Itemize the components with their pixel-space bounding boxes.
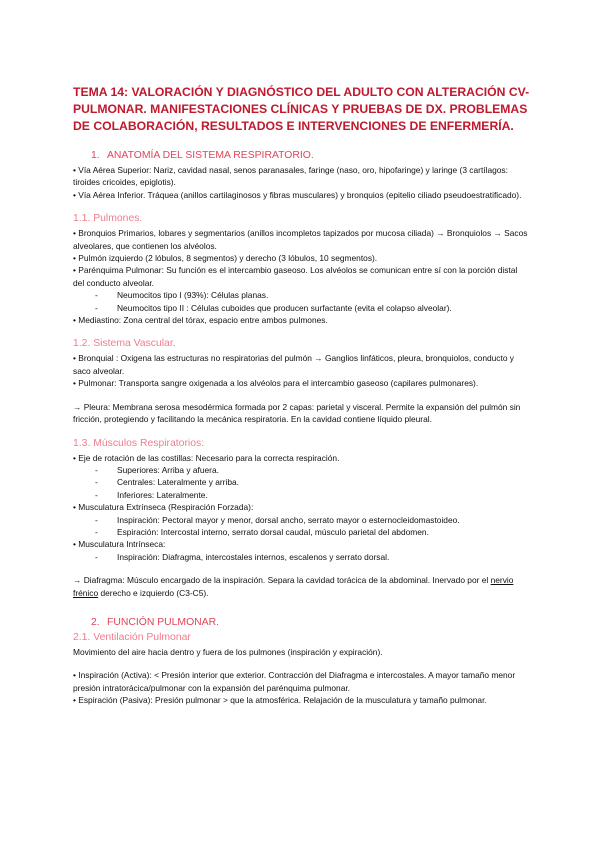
costillas-centrales: Centrales: Lateralmente y arriba. xyxy=(117,477,239,488)
intrinseca-inspiracion: Inspiración: Diafragma, intercostales internos, escalenos y serrato dorsal. xyxy=(117,551,390,562)
costillas-superiores: Superiores: Arriba y afuera. xyxy=(117,464,219,475)
diafragma-text: → Diafragma: Músculo encargado de la inspiración. Separa la cavidad torácica de la abdominal. Inervado por el xyxy=(73,575,489,586)
bullet-mediastino: • Mediastino: Zona central del tórax, espacio entre ambos pulmones. xyxy=(73,315,328,326)
paragraph-diafragma xyxy=(73,574,530,599)
extrinseca-inspiracion: Inspiración: Pectoral mayor y menor, dorsal ancho, serrato mayor o esternocleidomastoideo. xyxy=(117,514,460,525)
section-1-heading-text: ANATOMÍA DEL SISTEMA RESPIRATORIO. xyxy=(107,150,314,161)
section-1-2-heading: 1.2. Sistema Vascular. xyxy=(73,338,176,350)
costillas-inferiores: Inferiores: Lateralmente. xyxy=(117,489,208,500)
paragraph-pleura: → Pleura: Membrana serosa mesodérmica formada por 2 capas: parietal y visceral. Permite la expansión del pulmón sin fricción, protegiendo y facilitando la mecánica respiratoria. En la cavidad contiene líquido pleural. xyxy=(73,401,521,425)
dash-item: - Espiración: Intercostal interno, serrato dorsal caudal, músculo parietal del abdomen. xyxy=(95,526,429,537)
dash-item: - Neumocitos tipo II : Células cuboides que producen surfactante (evita el colapso alveolar). xyxy=(95,302,452,313)
section-1-number: 1. xyxy=(91,150,100,161)
document-title: TEMA 14: VALORACIÓN Y DIAGNÓSTICO DEL ADULTO CON ALTERACIÓN CV-PULMONAR. MANIFESTACIONES CLÍNICAS Y PRUEBAS DE DX. PROBLEMAS DE COLABORACIÓN, RESULTADOS E INTERVENCIONES DE ENFERMERÍA. xyxy=(73,85,530,133)
bullet-pulmonar: • Pulmonar: Transporta sangre oxigenada a los alvéolos para el intercambio gaseoso (capilares pulmonares). xyxy=(73,378,479,389)
dash-item: - Superiores: Arriba y afuera. xyxy=(95,464,219,475)
section-2-heading xyxy=(73,616,530,630)
dash-item: - Centrales: Lateralmente y arriba. xyxy=(95,477,239,488)
bullet-inspiracion: • Inspiración (Activa): < Presión interior que exterior. Contracción del Diafragma e intercostales. A mayor tamaño menor presión intratorácica/pulmonar con la expansión del parénquima pulmonar. xyxy=(73,670,516,693)
bullet-eje-rotacion: • Eje de rotación de las costillas: Necesario para la correcta respiración. xyxy=(73,452,340,463)
paragraph-via-aerea-superior: • Vía Aérea Superior: Nariz, cavidad nasal, senos paranasales, faringe (naso, oro, hipofaringe) y laringe (3 cartílagos: tiroides cricoides, epiglotis). xyxy=(73,165,508,188)
diafragma-text-end: derecho e izquierdo (C3-C5). xyxy=(98,587,209,598)
bullet-musculatura-extrinseca: • Musculatura Extrínseca (Respiración Forzada): xyxy=(73,502,254,513)
nervio-frenico-link[interactable]: nervio frénico xyxy=(73,575,514,598)
section-2-number: 2. xyxy=(91,616,100,628)
neumocitos-tipo-1: Neumocitos tipo I (93%): Células planas. xyxy=(117,290,269,301)
section-1-1-heading: 1.1. Pulmones. xyxy=(73,213,143,225)
bullet-musculatura-intrinseca: • Musculatura Intrínseca: xyxy=(73,539,166,550)
dash-item: - Inspiración: Diafragma, intercostales internos, escalenos y serrato dorsal. xyxy=(95,551,390,562)
extrinseca-espiracion: Espiración: Intercostal interno, serrato dorsal caudal, músculo parietal del abdomen. xyxy=(117,526,429,537)
dash-item: - Inferiores: Lateralmente. xyxy=(95,489,208,500)
bullet-parenquima: • Parénquima Pulmonar: Su función es el intercambio gaseoso. Los alvéolos se comunican entre sí con la porción distal del conducto alveolar. xyxy=(73,265,518,288)
dash-item: - Neumocitos tipo I (93%): Células planas. xyxy=(95,290,269,301)
section-2-heading-text: FUNCIÓN PULMONAR. xyxy=(107,616,219,628)
dash-item: - Inspiración: Pectoral mayor y menor, dorsal ancho, serrato mayor o esternocleidomastoideo. xyxy=(95,514,460,525)
section-2-1-heading: 2.1. Ventilación Pulmonar xyxy=(73,631,191,643)
paragraph-via-aerea-inferior: • Vía Aérea Inferior. Tráquea (anillos cartilaginosos y fibras musculares) y bronquios (epitelio ciliado pseudoestratificado). xyxy=(73,189,522,200)
bullet-pulmon: • Pulmón izquierdo (2 lóbulos, 8 segmentos) y derecho (3 lóbulos, 10 segmentos). xyxy=(73,253,378,264)
bullet-bronquial: • Bronquial : Oxigena las estructuras no respiratorias del pulmón → Ganglios linfáticos, pleura, bronquiolos, conducto y saco alveolar. xyxy=(73,353,514,376)
section-1-heading xyxy=(73,149,530,163)
bullet-espiracion: • Espiración (Pasiva): Presión pulmonar > que la atmosférica. Relajación de la musculatura y tamaño pulmonar. xyxy=(73,695,487,706)
section-1-3-heading: 1.3. Músculos Respiratorios: xyxy=(73,437,205,449)
neumocitos-tipo-2: Neumocitos tipo II : Células cuboides que producen surfactante (evita el colapso alveolar). xyxy=(117,302,452,313)
bullet-bronquios: • Bronquios Primarios, lobares y segmentarios (anillos incompletos tapizados por mucosa ciliada) → Bronquiolos → Sacos alveolares, que contienen los alvéolos. xyxy=(73,228,528,251)
paragraph-ventilacion: Movimiento del aire hacia dentro y fuera de los pulmones (inspiración y expiración). xyxy=(73,646,383,657)
